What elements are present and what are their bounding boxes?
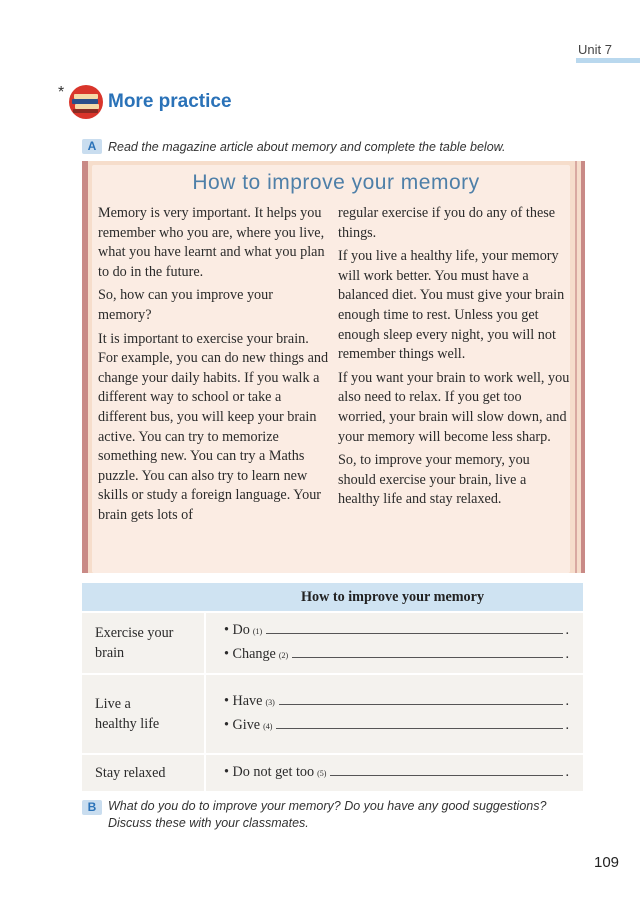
end-mark: . bbox=[565, 764, 569, 780]
article-paragraph: It is important to exercise your brain. For example, you can do new things and change your daily habits. If you walk a different way to school or take a different bus, you will keep your brain active. You can try to memorize something new. You can try a Maths puzzle. You can also try to learn new skills or study a foreign language. Your brain gets lots of bbox=[98, 330, 329, 523]
memory-table-wrap bbox=[82, 583, 583, 791]
task-a-badge: A bbox=[82, 139, 102, 154]
task-b-instruction: What do you do to improve your memory? Do you have any good suggestions? Discuss these with your classmates. bbox=[108, 799, 547, 830]
blank-number: (1) bbox=[252, 627, 263, 636]
article-paragraph: If you want your brain to work well, you also need to relax. If you get too worried, your brain will slow down, and your memory will become less sharp. bbox=[338, 369, 570, 445]
row-label-line: Stay relaxed bbox=[95, 765, 166, 781]
end-mark: . bbox=[565, 622, 569, 638]
row-label-line: Live a bbox=[95, 696, 131, 712]
row-label-line: brain bbox=[95, 645, 125, 661]
answer-blank-2[interactable] bbox=[292, 643, 563, 658]
row-items bbox=[205, 674, 583, 754]
row-label-line: healthy life bbox=[95, 716, 160, 732]
task-b-badge: B bbox=[82, 800, 102, 815]
books-icon bbox=[68, 84, 106, 120]
article-spine-right bbox=[581, 161, 585, 573]
blank-number: (3) bbox=[265, 698, 275, 707]
bullet-item bbox=[224, 690, 569, 714]
row-label bbox=[82, 674, 205, 754]
unit-bar bbox=[576, 58, 640, 63]
table-header: How to improve your memory bbox=[82, 583, 583, 612]
table-row bbox=[82, 674, 583, 754]
bullet-text: • Change bbox=[224, 646, 276, 662]
answer-blank-4[interactable] bbox=[276, 714, 563, 729]
blank-number: (5) bbox=[317, 769, 327, 778]
bullet-text: • Do bbox=[224, 622, 250, 638]
table-row bbox=[82, 612, 583, 674]
bullet-item bbox=[224, 643, 569, 667]
answer-blank-1[interactable] bbox=[266, 619, 563, 634]
row-label-line: Exercise your bbox=[95, 625, 174, 641]
bullet-text: • Give bbox=[224, 717, 261, 733]
end-mark: . bbox=[565, 646, 569, 662]
article-paragraph: So, how can you improve your memory? bbox=[98, 287, 273, 323]
article-paragraph: regular exercise if you do any of these things. bbox=[338, 205, 556, 241]
article-title: How to improve your memory bbox=[192, 171, 480, 194]
end-mark: . bbox=[565, 693, 569, 709]
unit-label: Unit 7 bbox=[578, 42, 612, 57]
blank-number: (4) bbox=[263, 722, 273, 731]
article-spine-left bbox=[82, 161, 88, 573]
bullet-item bbox=[224, 761, 569, 785]
article-paragraph: So, to improve your memory, you should exercise your brain, live a healthy life and stay relaxed. bbox=[338, 452, 530, 508]
article-paragraph: If you live a healthy life, your memory will work better. You must have a balanced diet. You must give your brain enough time to rest. Unless you get enough sleep every night, you will not remember things well. bbox=[338, 248, 565, 363]
section-title: More practice bbox=[108, 91, 232, 112]
row-label bbox=[82, 754, 205, 791]
article-paragraph: Memory is very important. It helps you remember who you are, where you live, what you have learnt and what you plan to do in the future. bbox=[98, 205, 325, 280]
task-a-instruction: Read the magazine article about memory and complete the table below. bbox=[108, 140, 506, 154]
bullet-text: • Do not get too bbox=[224, 764, 315, 780]
answer-blank-3[interactable] bbox=[279, 690, 564, 705]
answer-blank-5[interactable] bbox=[330, 761, 563, 776]
section-marker: * bbox=[58, 84, 65, 101]
bullet-text: • Have bbox=[224, 693, 263, 709]
memory-table bbox=[82, 583, 583, 791]
article-page-edge bbox=[575, 161, 577, 573]
end-mark: . bbox=[565, 717, 569, 733]
table-row bbox=[82, 754, 583, 791]
page-number: 109 bbox=[594, 854, 620, 871]
bullet-item bbox=[224, 619, 569, 643]
blank-number: (2) bbox=[278, 651, 289, 660]
article-left-column bbox=[98, 204, 330, 530]
row-items bbox=[205, 612, 583, 674]
row-label bbox=[82, 612, 205, 674]
row-items bbox=[205, 754, 583, 791]
bullet-item bbox=[224, 714, 569, 738]
article-right-column bbox=[338, 204, 570, 514]
